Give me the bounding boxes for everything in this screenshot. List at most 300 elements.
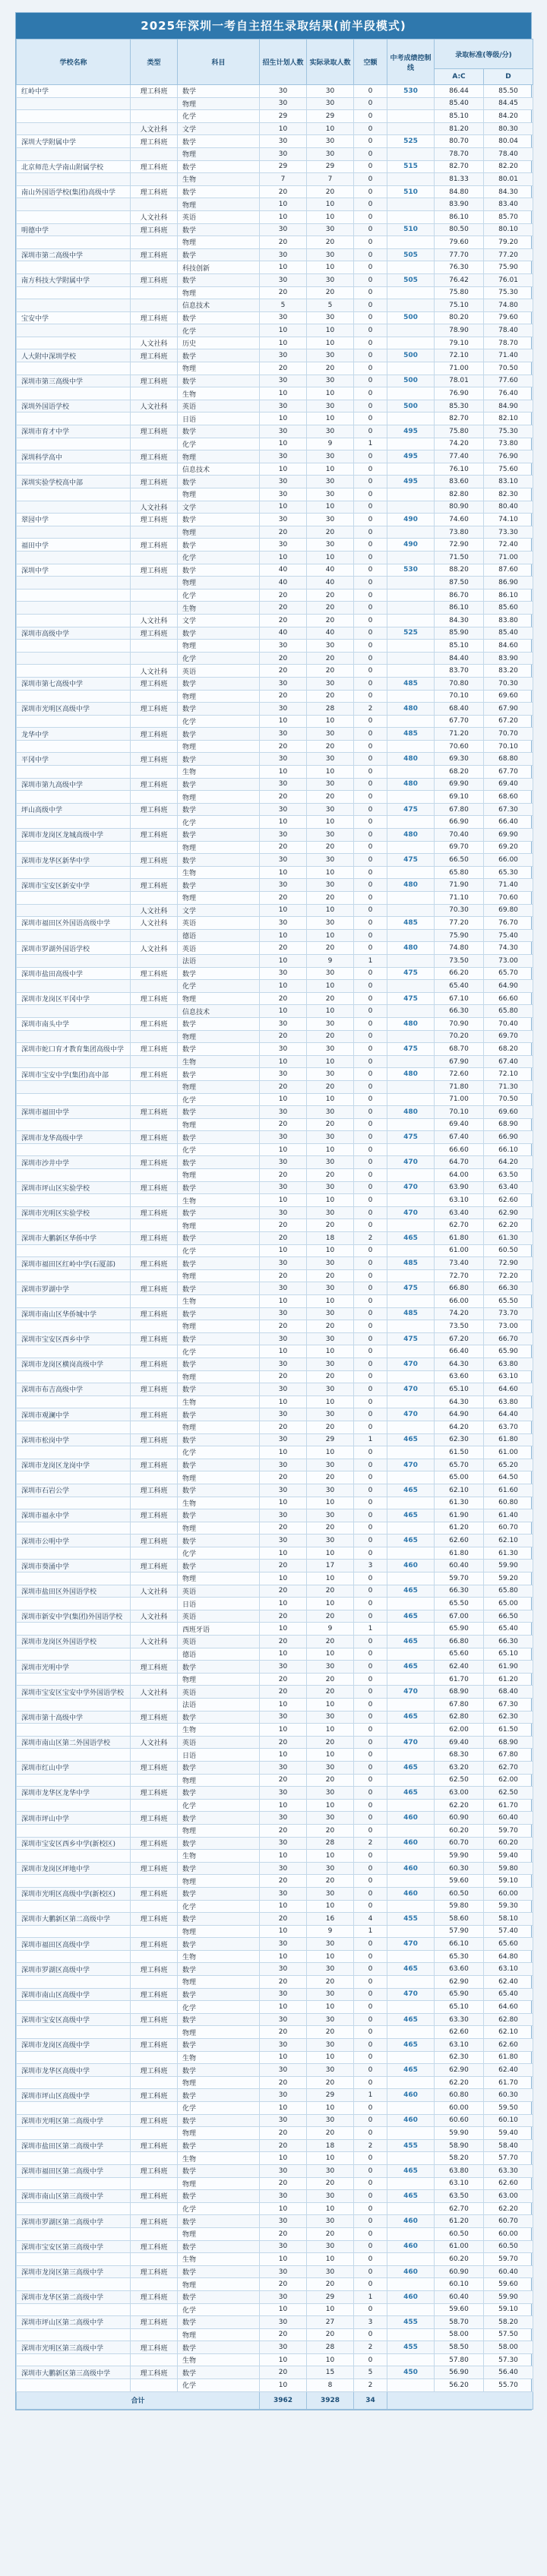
score-ac-cell: 61.30	[435, 1497, 484, 1509]
plan-cell: 30	[260, 829, 307, 842]
plan-cell: 29	[260, 160, 307, 173]
score-d-cell: 70.50	[484, 362, 533, 375]
table-row	[17, 602, 533, 615]
score-d-cell: 65.60	[484, 1938, 533, 1951]
score-d-cell: 84.60	[484, 640, 533, 653]
admitted-cell: 20	[307, 1080, 354, 1093]
type-cell: 人文社科	[131, 904, 178, 917]
vacancy-cell: 2	[354, 2139, 387, 2152]
school-cell: 深圳中学	[17, 564, 131, 577]
vacancy-cell: 1	[354, 1433, 387, 1446]
admitted-cell: 20	[307, 1219, 354, 1232]
score-ac-cell: 60.90	[435, 2265, 484, 2278]
subject-cell: 信息技术	[178, 299, 260, 312]
type-cell: 理工科班	[131, 1017, 178, 1030]
school-cell	[17, 299, 131, 312]
plan-cell: 10	[260, 387, 307, 400]
table-row	[17, 2013, 533, 2026]
score-ac-cell: 69.70	[435, 841, 484, 854]
table-row	[17, 375, 533, 387]
school-cell: 深圳实验学校高中部	[17, 476, 131, 488]
type-cell: 理工科班	[131, 85, 178, 98]
table-row	[17, 85, 533, 98]
admitted-cell: 30	[307, 1068, 354, 1081]
vacancy-cell: 5	[354, 2366, 387, 2379]
vacancy-cell: 0	[354, 627, 387, 640]
type-cell	[131, 362, 178, 375]
school-cell	[17, 2152, 131, 2165]
school-cell	[17, 1522, 131, 1535]
school-cell: 深圳市布吉高级中学	[17, 1383, 131, 1396]
score-d-cell: 67.30	[484, 803, 533, 816]
score-ac-cell: 85.10	[435, 640, 484, 653]
table-row	[17, 1509, 533, 1522]
type-cell	[131, 1799, 178, 1812]
school-cell: 宝安中学	[17, 311, 131, 324]
school-cell	[17, 2102, 131, 2115]
vacancy-cell: 0	[354, 2253, 387, 2266]
score-ac-cell: 60.40	[435, 1560, 484, 1572]
score-d-cell: 79.20	[484, 236, 533, 249]
table-row	[17, 1194, 533, 1207]
subject-cell: 数学	[178, 753, 260, 766]
subject-cell: 数学	[178, 1017, 260, 1030]
plan-cell: 30	[260, 917, 307, 930]
subject-cell: 生物	[178, 2051, 260, 2064]
school-cell	[17, 740, 131, 753]
subject-cell: 德语	[178, 1648, 260, 1661]
vacancy-cell: 0	[354, 122, 387, 135]
score-ac-cell: 73.80	[435, 526, 484, 539]
score-ac-cell: 58.20	[435, 2152, 484, 2165]
score-ac-cell: 65.90	[435, 1623, 484, 1636]
score-ac-cell: 62.70	[435, 2202, 484, 2215]
plan-cell: 20	[260, 665, 307, 678]
admitted-cell: 10	[307, 2001, 354, 2014]
plan-cell: 30	[260, 1408, 307, 1421]
subject-cell: 数学	[178, 1332, 260, 1345]
table-row	[17, 2215, 533, 2228]
plan-cell: 10	[260, 412, 307, 425]
admitted-cell: 30	[307, 273, 354, 286]
school-cell: 人大附中深圳学校	[17, 349, 131, 362]
control-line-cell	[387, 1320, 435, 1333]
score-ac-cell: 57.90	[435, 1925, 484, 1938]
score-d-cell: 84.45	[484, 97, 533, 110]
type-cell	[131, 2152, 178, 2165]
type-cell	[131, 1244, 178, 1257]
vacancy-cell: 0	[354, 1408, 387, 1421]
admitted-cell: 20	[307, 1370, 354, 1383]
control-line-cell: 480	[387, 1017, 435, 1030]
admitted-cell: 20	[307, 1686, 354, 1699]
school-cell: 深圳市盐田区第二高级中学	[17, 2139, 131, 2152]
control-line-cell: 530	[387, 564, 435, 577]
table-row	[17, 2127, 533, 2140]
vacancy-cell: 0	[354, 2353, 387, 2366]
school-cell: 深圳市福田中学	[17, 1106, 131, 1119]
plan-cell: 10	[260, 2202, 307, 2215]
control-line-cell	[387, 1673, 435, 1686]
subject-cell: 科技创新	[178, 261, 260, 274]
admitted-cell: 10	[307, 1295, 354, 1308]
score-d-cell: 62.60	[484, 2177, 533, 2190]
score-ac-cell: 71.10	[435, 892, 484, 905]
plan-cell: 30	[260, 1131, 307, 1144]
type-cell	[131, 892, 178, 905]
score-ac-cell: 60.70	[435, 1837, 484, 1850]
score-d-cell: 76.90	[484, 450, 533, 463]
table-header	[17, 40, 533, 85]
plan-cell: 30	[260, 1837, 307, 1850]
subject-cell: 数学	[178, 854, 260, 867]
type-cell	[131, 1395, 178, 1408]
subject-cell: 数学	[178, 476, 260, 488]
subject-cell: 物理	[178, 690, 260, 703]
school-cell	[17, 1976, 131, 1989]
school-cell: 深圳市石岩公学	[17, 1484, 131, 1497]
plan-cell: 20	[260, 526, 307, 539]
score-d-cell: 66.40	[484, 816, 533, 829]
school-cell: 深圳市宝安区高级中学	[17, 2013, 131, 2026]
plan-cell: 10	[260, 2303, 307, 2316]
table-row	[17, 425, 533, 438]
admitted-cell: 10	[307, 1749, 354, 1762]
type-cell: 理工科班	[131, 1459, 178, 1471]
score-ac-cell: 61.20	[435, 1522, 484, 1535]
type-cell: 理工科班	[131, 1484, 178, 1497]
vacancy-cell: 0	[354, 614, 387, 627]
type-cell: 理工科班	[131, 160, 178, 173]
control-line-cell	[387, 122, 435, 135]
control-line-cell: 475	[387, 803, 435, 816]
type-cell	[131, 816, 178, 829]
score-ac-cell: 59.60	[435, 1875, 484, 1888]
score-d-cell: 59.70	[484, 2253, 533, 2266]
table-row	[17, 1598, 533, 1610]
admitted-cell: 30	[307, 425, 354, 438]
plan-cell: 30	[260, 703, 307, 716]
subject-cell: 德语	[178, 929, 260, 942]
school-cell	[17, 904, 131, 917]
score-d-cell: 79.60	[484, 311, 533, 324]
control-line-cell: 455	[387, 2341, 435, 2354]
subject-cell: 数学	[178, 803, 260, 816]
score-ac-cell: 56.20	[435, 2379, 484, 2392]
subject-cell: 数学	[178, 1509, 260, 1522]
type-cell: 理工科班	[131, 2215, 178, 2228]
score-d-cell: 60.40	[484, 1812, 533, 1825]
vacancy-cell: 0	[354, 1282, 387, 1295]
score-ac-cell: 71.20	[435, 728, 484, 741]
score-d-cell: 71.40	[484, 879, 533, 892]
table-row	[17, 1143, 533, 1156]
subject-cell: 数学	[178, 375, 260, 387]
subject-cell: 物理	[178, 1269, 260, 1282]
subject-cell: 数学	[178, 778, 260, 791]
control-line-cell: 470	[387, 1383, 435, 1396]
score-d-cell: 72.10	[484, 1068, 533, 1081]
table-row	[17, 854, 533, 867]
subject-cell: 英语	[178, 1636, 260, 1648]
plan-cell: 10	[260, 122, 307, 135]
table-row	[17, 1219, 533, 1232]
subject-cell: 生物	[178, 387, 260, 400]
score-ac-cell: 61.70	[435, 1673, 484, 1686]
plan-cell: 10	[260, 1850, 307, 1863]
vacancy-cell: 0	[354, 766, 387, 779]
score-ac-cell: 65.00	[435, 1471, 484, 1484]
score-d-cell: 80.30	[484, 122, 533, 135]
score-d-cell: 65.50	[484, 1295, 533, 1308]
control-line-cell	[387, 110, 435, 123]
control-line-cell	[387, 602, 435, 615]
table-row	[17, 173, 533, 186]
control-line-cell: 485	[387, 677, 435, 690]
control-line-cell	[387, 2227, 435, 2240]
plan-cell: 20	[260, 1673, 307, 1686]
score-ac-cell: 60.60	[435, 2114, 484, 2127]
vacancy-cell: 0	[354, 665, 387, 678]
admitted-cell: 20	[307, 1636, 354, 1648]
score-ac-cell: 81.33	[435, 173, 484, 186]
plan-cell: 30	[260, 311, 307, 324]
table-row	[17, 1963, 533, 1976]
score-d-cell: 68.40	[484, 1686, 533, 1699]
table-row	[17, 160, 533, 173]
school-cell	[17, 1143, 131, 1156]
control-line-cell	[387, 2353, 435, 2366]
control-line-cell	[387, 614, 435, 627]
school-cell	[17, 766, 131, 779]
type-cell: 理工科班	[131, 1307, 178, 1320]
control-line-cell	[387, 1143, 435, 1156]
admitted-cell: 29	[307, 110, 354, 123]
subject-cell: 物理	[178, 892, 260, 905]
school-cell	[17, 1295, 131, 1308]
score-ac-cell: 75.80	[435, 286, 484, 299]
admitted-cell: 20	[307, 1736, 354, 1749]
type-cell: 理工科班	[131, 1043, 178, 1056]
plan-cell: 30	[260, 1887, 307, 1900]
type-cell	[131, 1648, 178, 1661]
vacancy-cell: 0	[354, 1963, 387, 1976]
score-ac-cell: 66.30	[435, 1005, 484, 1018]
school-cell	[17, 2177, 131, 2190]
admitted-cell: 40	[307, 564, 354, 577]
score-ac-cell: 61.00	[435, 2240, 484, 2253]
control-line-cell	[387, 438, 435, 450]
plan-cell: 20	[260, 1030, 307, 1043]
score-ac-cell: 64.30	[435, 1395, 484, 1408]
score-ac-cell: 77.20	[435, 917, 484, 930]
subject-cell: 数学	[178, 1131, 260, 1144]
school-cell	[17, 1080, 131, 1093]
school-cell: 深圳市福田区第二高级中学	[17, 2164, 131, 2177]
admitted-cell: 10	[307, 1244, 354, 1257]
vacancy-cell: 0	[354, 942, 387, 955]
type-cell	[131, 438, 178, 450]
type-cell	[131, 2076, 178, 2089]
control-line-cell: 465	[387, 1509, 435, 1522]
school-cell	[17, 652, 131, 665]
table-row	[17, 1093, 533, 1106]
plan-cell: 10	[260, 1623, 307, 1636]
score-d-cell: 67.70	[484, 766, 533, 779]
vacancy-cell: 0	[354, 324, 387, 337]
control-line-cell	[387, 2379, 435, 2392]
control-line-cell	[387, 1093, 435, 1106]
score-ac-cell: 63.90	[435, 1181, 484, 1194]
admitted-cell: 30	[307, 1282, 354, 1295]
school-cell	[17, 2026, 131, 2039]
admitted-cell: 20	[307, 185, 354, 198]
score-ac-cell: 68.20	[435, 766, 484, 779]
vacancy-cell: 0	[354, 514, 387, 526]
table-row	[17, 324, 533, 337]
header-control-line: 中考成绩控制线	[387, 40, 435, 85]
type-cell	[131, 2001, 178, 2014]
subject-cell: 文学	[178, 614, 260, 627]
score-ac-cell: 62.10	[435, 1484, 484, 1497]
score-ac-cell: 58.00	[435, 2328, 484, 2341]
admitted-cell: 30	[307, 248, 354, 261]
subject-cell: 物理	[178, 1080, 260, 1093]
table-row	[17, 677, 533, 690]
plan-cell: 30	[260, 778, 307, 791]
type-cell: 理工科班	[131, 2164, 178, 2177]
score-ac-cell: 67.00	[435, 1610, 484, 1623]
vacancy-cell: 0	[354, 816, 387, 829]
type-cell: 理工科班	[131, 1383, 178, 1396]
control-line-cell: 460	[387, 2114, 435, 2127]
control-line-cell	[387, 2051, 435, 2064]
type-cell: 人文社科	[131, 400, 178, 412]
admitted-cell: 30	[307, 1761, 354, 1774]
subject-cell: 物理	[178, 286, 260, 299]
subject-cell: 物理	[178, 1471, 260, 1484]
type-cell	[131, 2026, 178, 2039]
score-ac-cell: 62.60	[435, 2026, 484, 2039]
score-d-cell: 75.90	[484, 261, 533, 274]
type-cell	[131, 173, 178, 186]
score-d-cell: 60.50	[484, 2240, 533, 2253]
subject-cell: 化学	[178, 2102, 260, 2115]
admitted-cell: 30	[307, 1156, 354, 1169]
footer-admitted: 3928	[307, 2391, 354, 2409]
table-row	[17, 2278, 533, 2291]
admitted-cell: 30	[307, 97, 354, 110]
table-row	[17, 1332, 533, 1345]
school-cell: 深圳市新安中学(集团)外国语学校	[17, 1610, 131, 1623]
type-cell	[131, 1143, 178, 1156]
plan-cell: 30	[260, 1017, 307, 1030]
score-ac-cell: 71.80	[435, 1080, 484, 1093]
vacancy-cell: 0	[354, 1484, 387, 1497]
control-line-cell	[387, 1749, 435, 1762]
plan-cell: 30	[260, 1043, 307, 1056]
vacancy-cell: 1	[354, 2290, 387, 2303]
admitted-cell: 16	[307, 1913, 354, 1926]
table-row	[17, 1408, 533, 1421]
score-ac-cell: 62.00	[435, 1724, 484, 1737]
score-d-cell: 71.00	[484, 551, 533, 564]
score-ac-cell: 59.60	[435, 2303, 484, 2316]
control-line-cell: 455	[387, 1913, 435, 1926]
school-cell: 深圳市光明区第三高级中学	[17, 2341, 131, 2354]
school-cell: 福田中学	[17, 539, 131, 552]
plan-cell: 10	[260, 1194, 307, 1207]
school-cell	[17, 1055, 131, 1068]
score-d-cell: 67.40	[484, 1055, 533, 1068]
control-line-cell: 460	[387, 2089, 435, 2102]
control-line-cell	[387, 1219, 435, 1232]
school-cell: 深圳市蛇口育才教育集团高级中学	[17, 1043, 131, 1056]
admitted-cell: 20	[307, 652, 354, 665]
score-ac-cell: 60.30	[435, 1862, 484, 1875]
plan-cell: 20	[260, 2366, 307, 2379]
score-ac-cell: 79.10	[435, 337, 484, 349]
vacancy-cell: 0	[354, 1988, 387, 2001]
subject-cell: 物理	[178, 1421, 260, 1433]
score-d-cell: 80.04	[484, 135, 533, 148]
admitted-cell: 30	[307, 1307, 354, 1320]
table-row	[17, 223, 533, 236]
table-row	[17, 1169, 533, 1182]
type-cell: 理工科班	[131, 1837, 178, 1850]
score-d-cell: 65.70	[484, 967, 533, 980]
control-line-cell	[387, 286, 435, 299]
vacancy-cell: 0	[354, 1307, 387, 1320]
admitted-cell: 30	[307, 85, 354, 98]
table-row	[17, 2114, 533, 2127]
control-line-cell	[387, 198, 435, 211]
subject-cell: 生物	[178, 1395, 260, 1408]
score-ac-cell: 63.60	[435, 1963, 484, 1976]
table-row	[17, 791, 533, 804]
school-cell	[17, 577, 131, 589]
admitted-cell: 30	[307, 1661, 354, 1674]
subject-cell: 数学	[178, 2039, 260, 2052]
vacancy-cell: 0	[354, 173, 387, 186]
school-cell	[17, 589, 131, 602]
subject-cell: 化学	[178, 1900, 260, 1913]
plan-cell: 20	[260, 1976, 307, 1989]
table-row	[17, 1749, 533, 1762]
control-line-cell: 450	[387, 2366, 435, 2379]
school-cell	[17, 1219, 131, 1232]
table-row	[17, 1724, 533, 1737]
plan-cell: 10	[260, 1648, 307, 1661]
control-line-cell	[387, 740, 435, 753]
type-cell: 理工科班	[131, 425, 178, 438]
subject-cell: 西班牙语	[178, 1623, 260, 1636]
admitted-cell: 30	[307, 375, 354, 387]
vacancy-cell: 0	[354, 488, 387, 501]
plan-cell: 20	[260, 362, 307, 375]
subject-cell: 生物	[178, 173, 260, 186]
school-cell	[17, 337, 131, 349]
admitted-cell: 30	[307, 967, 354, 980]
vacancy-cell: 0	[354, 1661, 387, 1674]
plan-cell: 20	[260, 1219, 307, 1232]
plan-cell: 30	[260, 2064, 307, 2077]
vacancy-cell: 1	[354, 438, 387, 450]
plan-cell: 30	[260, 2013, 307, 2026]
type-cell	[131, 1598, 178, 1610]
footer-vacancy: 34	[354, 2391, 387, 2409]
table-row	[17, 1080, 533, 1093]
